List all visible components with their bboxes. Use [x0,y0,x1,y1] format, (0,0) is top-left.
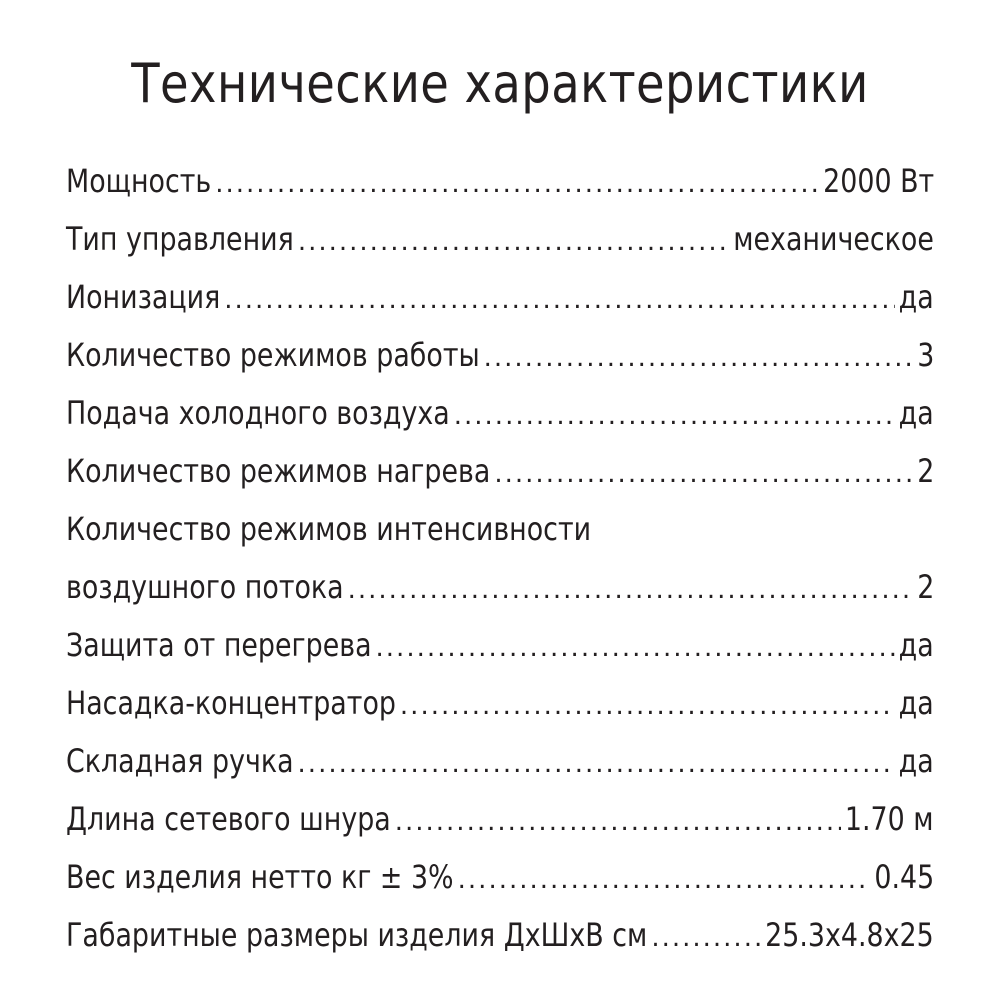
spec-label: Габаритные размеры изделия ДхШхВ см [66,916,648,954]
spec-label: Вес изделия нетто кг ± 3% [66,858,454,896]
spec-row-airflow-heading [66,500,934,558]
spec-label: Количество режимов работы [66,336,480,374]
dot-leader [454,387,895,445]
page-title: Технические характеристики [131,52,869,115]
spec-label: Подача холодного воздуха [66,394,450,432]
dot-leader [298,735,895,793]
dot-leader [224,271,895,329]
dot-leader [376,619,895,677]
spec-list [66,152,934,964]
dot-leader [348,561,913,619]
spec-row-cord-length [66,790,934,848]
spec-label: Складная ручка [66,742,294,780]
spec-label: Мощность [66,162,212,200]
spec-label: воздушного потока [66,568,344,606]
spec-row-folding-handle [66,732,934,790]
spec-value: 2000 Вт [822,162,934,200]
dot-leader [298,213,730,271]
dot-leader [395,793,842,851]
spec-value: да [898,626,934,664]
spec-value: 1.70 м [845,800,934,838]
spec-value: да [898,742,934,780]
spec-label: Защита от перегрева [66,626,372,664]
spec-row-power [66,152,934,210]
spec-label: Длина сетевого шнура [66,800,391,838]
spec-value: 0.45 [874,858,934,896]
spec-label: Количество режимов нагрева [66,452,491,490]
spec-label: Ионизация [66,278,221,316]
dot-leader [651,909,761,967]
spec-label: Количество режимов интенсивности [66,510,592,548]
spec-value: механическое [733,220,934,258]
spec-row-dimensions [66,906,934,964]
spec-row-net-weight [66,848,934,906]
spec-label: Тип управления [66,220,294,258]
dot-leader [458,851,870,909]
spec-value: да [898,684,934,722]
spec-value: 2 [916,568,934,606]
dot-leader [494,445,912,503]
spec-value: 25.3x4.8x25 [765,916,934,954]
spec-row-airflow [66,558,934,616]
spec-row-modes [66,326,934,384]
spec-row-heat-modes [66,442,934,500]
spec-value: да [898,278,934,316]
spec-row-ionization [66,268,934,326]
spec-value: 2 [916,452,934,490]
dot-leader [484,329,913,387]
spec-value: да [898,394,934,432]
spec-row-concentrator [66,674,934,732]
dot-leader [400,677,895,735]
spec-row-control-type [66,210,934,268]
spec-row-cold-air [66,384,934,442]
spec-row-overheat [66,616,934,674]
spec-label: Насадка-концентратор [66,684,396,722]
dot-leader [215,155,819,213]
spec-value: 3 [916,336,934,374]
